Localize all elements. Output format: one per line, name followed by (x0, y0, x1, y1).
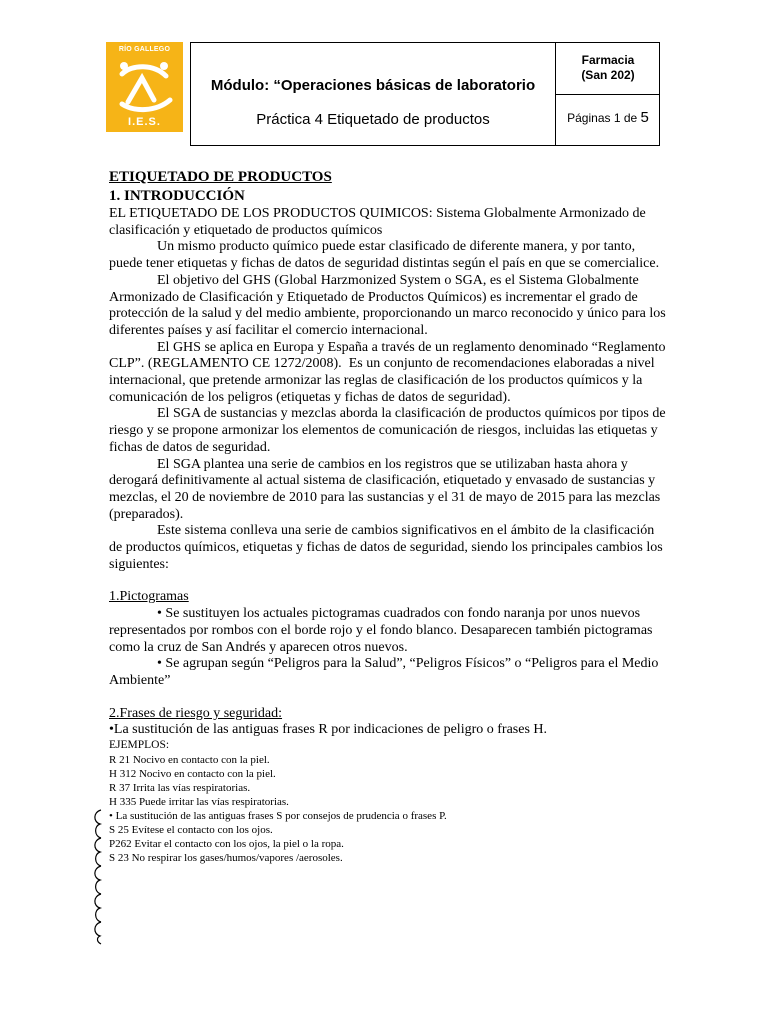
list-item: R 37 Irrita las vías respiratorias. (109, 781, 251, 794)
document-body (109, 168, 669, 865)
page-count-prefix: Páginas 1 de (567, 111, 638, 125)
paragraph-1: Un mismo producto químico puede estar clasificado de diferente manera, y por tanto, puede tener etiquetas y fichas de datos de seguridad distintas según el país en que se comercialice. (109, 239, 660, 272)
subheading-pictograms: 1.Pictogramas (109, 589, 189, 605)
header-side-cell (556, 43, 660, 145)
section-heading: 1. INTRODUCCIÓN (109, 188, 245, 204)
department-room: (San 202) (581, 68, 635, 82)
department-name: Farmacia (581, 53, 635, 67)
header-divider (556, 94, 660, 95)
logo-bottom-text: I.E.S. (128, 116, 161, 128)
module-title: Módulo: “Operaciones básicas de laboratorio (210, 77, 536, 94)
school-logo (106, 42, 183, 132)
list-item: R 21 Nocivo en contacto con la piel. (109, 753, 270, 766)
chain-bracket-icon (91, 806, 107, 946)
list-item: S 25 Evítese el contacto con los ojos. (109, 823, 273, 836)
bullet-pictograms-2: • Se agrupan según “Peligros para la Salud”, “Peligros Físicos” o “Peligros para el Medio Ambiente” (109, 656, 659, 688)
page-count (556, 109, 660, 126)
department-label (556, 53, 660, 83)
header-table (190, 42, 660, 146)
paragraph-3-a: El GHS se aplica en Europa y España a través de un reglamento denominado “Reglamento CLP”. (REGLAMENTO CE 1272/2008). (109, 339, 666, 372)
bullet-r-phrases: •La sustitución de las antiguas frases R por indicaciones de peligro o frases H. (109, 722, 548, 738)
paragraph-6: Este sistema conlleva una serie de cambios significativos en el ámbito de la clasificación de productos químicos, etiquetas y fichas de datos de seguridad, siendo los principales cambios los siguientes: (109, 523, 663, 572)
subheading-phrases: 2.Frases de riesgo y seguridad: (109, 705, 283, 721)
logo-figure-icon (114, 54, 176, 116)
paragraph-3-b: Es un conjunto de recomendaciones elaboradas a nivel internacional, que pretende armonizar las reglas de clasificación de los productos químicos y la comunicación de los peligros (etiquetas y fichas de datos de seguridad). (109, 356, 655, 405)
examples-s-list (109, 823, 669, 865)
practice-title: Práctica 4 Etiquetado de productos (256, 111, 490, 128)
intro-paragraph: EL ETIQUETADO DE LOS PRODUCTOS QUIMICOS: Sistema Globalmente Armonizado de clasificación y etiquetado de productos químicos (109, 206, 646, 238)
page-count-total: 5 (640, 109, 649, 126)
examples-label: EJEMPLOS: (109, 739, 170, 752)
bullet-pictograms-1: • Se sustituyen los actuales pictogramas cuadrados con fondo naranja por unos nuevos representados por rombos con el borde rojo y el fondo blanco. Desaparecen también pictogramas como la cruz de San Andrés y aparecen otros nuevos. (109, 606, 653, 655)
bullet-s-phrases: • La sustitución de las antiguas frases S por consejos de prudencia o frases P. (109, 809, 447, 822)
paragraph-4: El SGA de sustancias y mezclas aborda la clasificación de productos químicos por tipos de riesgo y se propone armonizar los elementos de comunicación de riesgos, incluidas las etiquetas y fichas de datos de seguridad. (109, 406, 666, 455)
document-title: ETIQUETADO DE PRODUCTOS (109, 169, 332, 185)
paragraph-3 (109, 340, 669, 407)
list-item: H 335 Puede irritar las vías respiratorias. (109, 795, 289, 808)
paragraph-2: El objetivo del GHS (Global Harzmonized System o SGA, es el Sistema Globalmente Armonizado de Clasificación y Etiquetado de Productos Químicos) es incrementar el grado de protección de la salud y del medio ambiente, proporcionando un marco reconocido y único para los diferentes países y así facilitar el comercio internacional. (109, 272, 666, 338)
list-item: S 23 No respirar los gases/humos/vapores /aerosoles. (109, 851, 343, 864)
examples-r-list (109, 753, 669, 809)
header-main-cell (191, 43, 556, 145)
list-item: H 312 Nocivo en contacto con la piel. (109, 767, 276, 780)
list-item: P262 Evitar el contacto con los ojos, la piel o la ropa. (109, 837, 344, 850)
paragraph-5: El SGA plantea una serie de cambios en los registros que se utilizaban hasta ahora y derogará definitivamente al actual sistema de clasificación, etiquetado y envasado de sustancias y mezclas, el 20 de noviembre de 2010 para las sustancias y el 31 de mayo de 2015 para las mezclas (preparados). (109, 456, 661, 522)
logo-top-text: RÍO GALLEGO (118, 46, 171, 53)
